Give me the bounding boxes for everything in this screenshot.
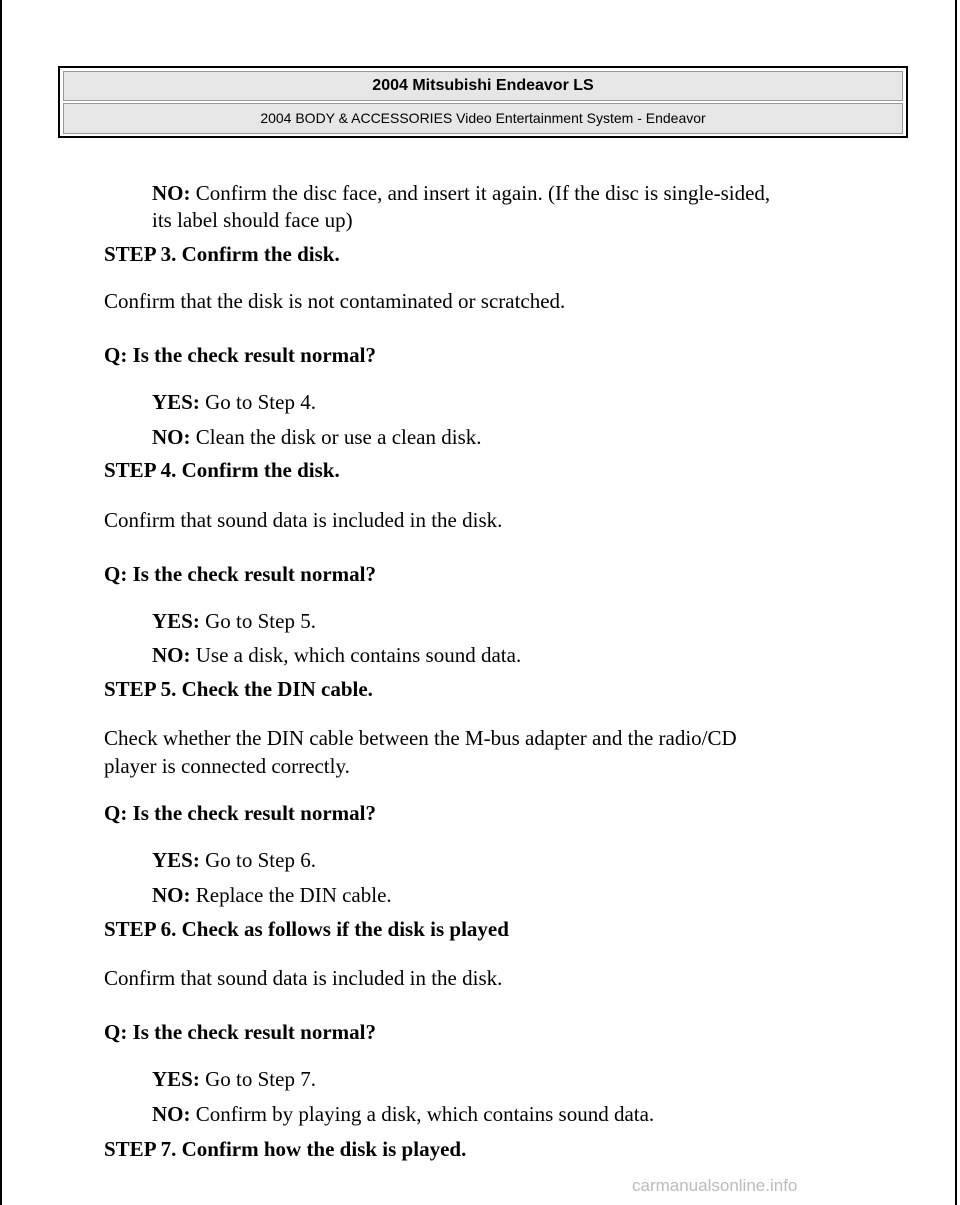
step-6-text: Confirm that sound data is included in the disk. (104, 966, 503, 990)
yes-label: YES: (152, 390, 200, 414)
no-text: Confirm by playing a disk, which contains sound data. (195, 1102, 655, 1126)
step-3-yes (152, 389, 316, 415)
no-label: NO: (152, 883, 191, 907)
step-6-no (152, 1101, 654, 1127)
no-label: NO: (152, 1102, 191, 1126)
step-4-text: Confirm that sound data is included in the disk. (104, 508, 503, 532)
step-6-heading: STEP 6. Check as follows if the disk is played (104, 917, 509, 941)
no-text: Replace the DIN cable. (195, 883, 392, 907)
step-4-yes (152, 608, 316, 634)
yes-text: Go to Step 6. (205, 848, 316, 872)
step-3-text: Confirm that the disk is not contaminated or scratched. (104, 289, 566, 313)
no-label: NO: (152, 181, 191, 205)
no-answer-text: Confirm the disc face, and insert it again. (If the disc is single-sided, (195, 181, 771, 205)
step-5-no (152, 882, 392, 908)
step-6-question: Q: Is the check result normal? (104, 1020, 377, 1044)
step-5-text: Check whether the DIN cable between the M-bus adapter and the radio/CD (104, 726, 737, 750)
header-title: 2004 Mitsubishi Endeavor LS (63, 71, 903, 101)
watermark: carmanualsonline.info (632, 1176, 798, 1195)
document-header (58, 66, 908, 138)
yes-label: YES: (152, 609, 200, 633)
no-label: NO: (152, 643, 191, 667)
step-5-heading: STEP 5. Check the DIN cable. (104, 677, 373, 701)
yes-text: Go to Step 5. (205, 609, 316, 633)
step-3-heading: STEP 3. Confirm the disk. (104, 242, 340, 266)
step-4-no (152, 642, 521, 668)
yes-text: Go to Step 4. (205, 390, 316, 414)
no-label: NO: (152, 425, 191, 449)
step-6-yes (152, 1066, 316, 1092)
no-text: Use a disk, which contains sound data. (195, 643, 522, 667)
step-5-text-cont: player is connected correctly. (104, 754, 350, 778)
step-4-question: Q: Is the check result normal? (104, 562, 377, 586)
step-3-no (152, 424, 482, 450)
step-5-yes (152, 847, 316, 873)
no-answer-text-cont: its label should face up) (152, 208, 353, 232)
no-text: Clean the disk or use a clean disk. (195, 425, 482, 449)
yes-label: YES: (152, 848, 200, 872)
yes-text: Go to Step 7. (205, 1067, 316, 1091)
step-7-heading: STEP 7. Confirm how the disk is played. (104, 1137, 467, 1161)
step-5-question: Q: Is the check result normal? (104, 801, 377, 825)
header-subtitle: 2004 BODY & ACCESSORIES Video Entertainment System - Endeavor (63, 103, 903, 134)
step-3-question: Q: Is the check result normal? (104, 343, 377, 367)
no-answer-line (152, 180, 770, 206)
yes-label: YES: (152, 1067, 200, 1091)
step-4-heading: STEP 4. Confirm the disk. (104, 458, 340, 482)
